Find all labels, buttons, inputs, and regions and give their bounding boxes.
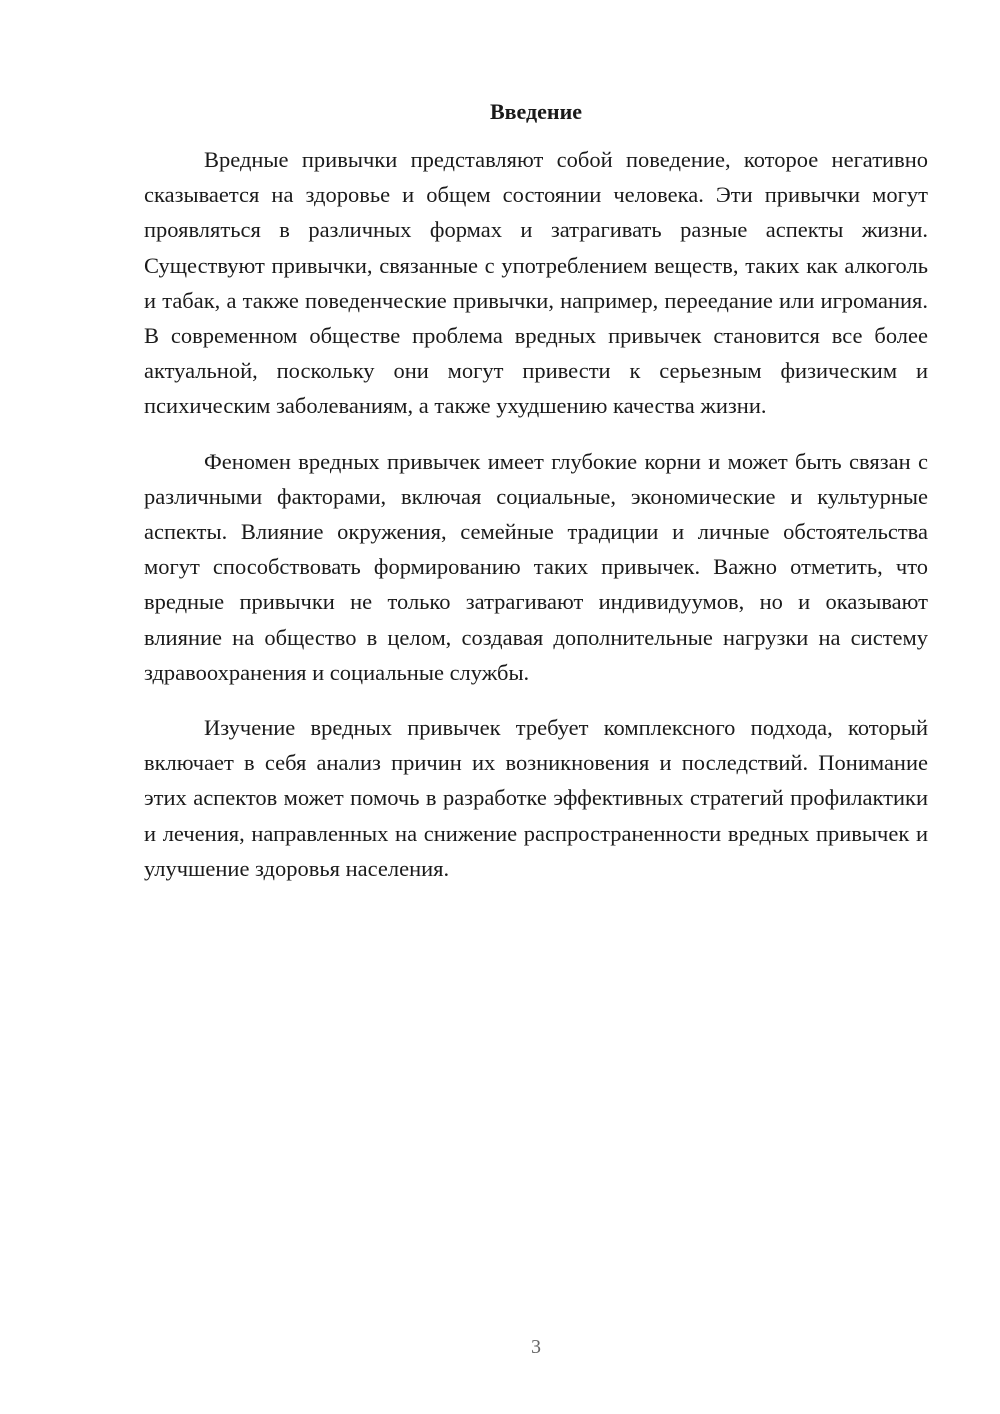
section-heading: Введение (489, 99, 583, 124)
body-text (144, 142, 928, 906)
paragraph-3: Изучение вредных привычек требует комплексного подхода, который включает в себя анализ причин их возникновения и последствий. Понимание этих аспектов может помочь в разработке эффективных стратегий профилактики и лечения, направленных на снижение распространенности вредных привычек и улучшение здоровья населения. (144, 715, 928, 881)
paragraph-2: Феномен вредных привычек имеет глубокие корни и может быть связан с различными факторами, включая социальные, экономические и культурные аспекты. Влияние окружения, семейные традиции и личные обстоятельства могут способствовать формированию таких привычек. Важно отметить, что вредные привычки не только затрагивают индивидуумов, но и оказывают влияние на общество в целом, создавая дополнительные нагрузки на систему здравоохранения и социальные службы. (144, 448, 928, 685)
page-number: 3 (531, 1336, 541, 1358)
paragraph-1: Вредные привычки представляют собой поведение, которое негативно сказывается на здоровье и общем состоянии человека. Эти привычки могут проявляться в различных формах и затрагивать разные аспекты жизни. Существуют привычки, связанные с употреблением веществ, таких как алкоголь и табак, а также поведенческие привычки, например, переедание или игромания. В современном обществе проблема вредных привычек становится все более актуальной, поскольку они могут привести к серьезным физическим и психическим заболеваниям, а также ухудшению качества жизни. (144, 147, 928, 419)
